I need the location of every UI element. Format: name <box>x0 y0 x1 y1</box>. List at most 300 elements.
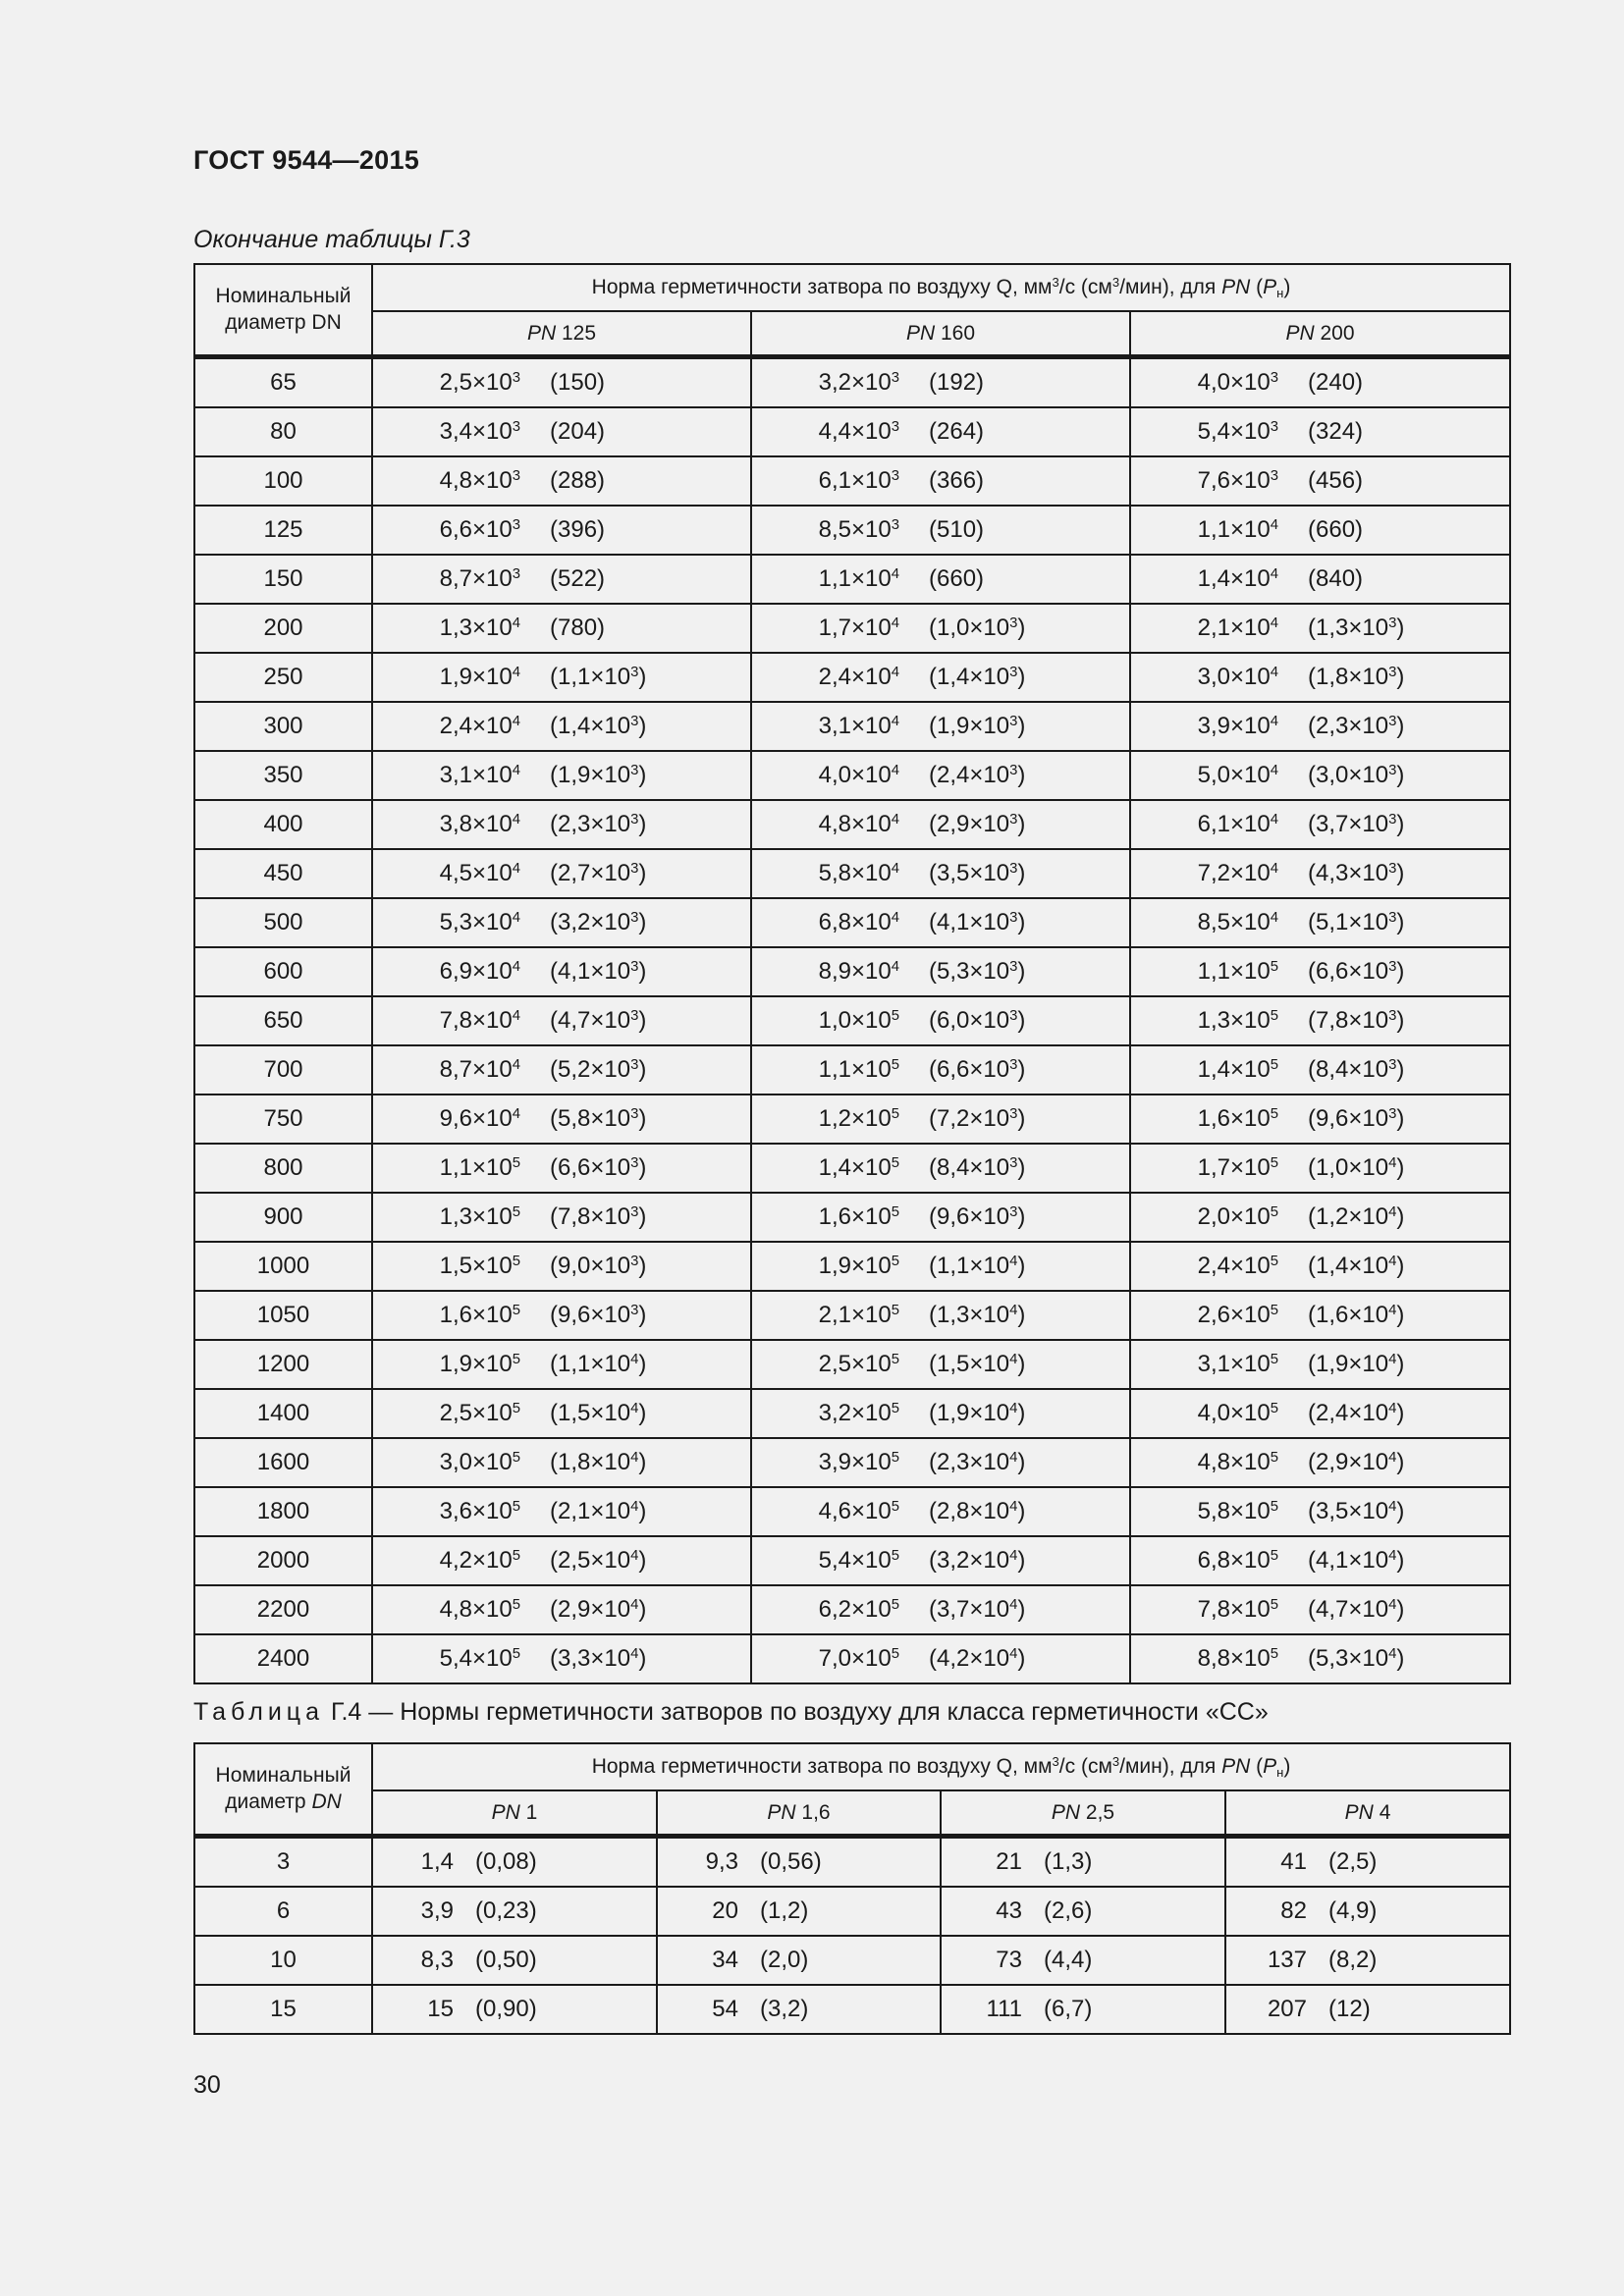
value-pair <box>752 1645 1129 1673</box>
rate-cm3-per-min <box>929 1154 1025 1182</box>
alt-rate-close: ) <box>1396 1497 1405 1524</box>
value-pair <box>1131 1056 1509 1084</box>
rate-exponent: 5 <box>512 1351 520 1367</box>
leak-rate-cell <box>372 849 751 898</box>
leak-rate-cell <box>372 898 751 947</box>
rate-exponent: 5 <box>512 1645 520 1662</box>
alt-rate-exponent: 3 <box>630 1302 639 1318</box>
value-pair <box>373 713 750 740</box>
rate-exponent: 4 <box>1270 713 1278 729</box>
alt-rate-mantissa: (366) <box>929 466 985 494</box>
rate-mantissa: 2,0×10 <box>1197 1202 1271 1230</box>
dn-cell: 1050 <box>194 1291 372 1340</box>
value-pair <box>373 1645 750 1673</box>
value-pair <box>942 1848 1224 1876</box>
rate-mm3-per-s <box>412 1449 520 1476</box>
alt-rate-mantissa: (150) <box>550 368 606 396</box>
table-row <box>194 1585 1510 1634</box>
leak-rate-cell <box>751 1242 1130 1291</box>
leak-rate-cell <box>751 604 1130 653</box>
rate-exponent: 5 <box>1270 1547 1278 1564</box>
value-pair <box>752 614 1129 642</box>
value-pair <box>942 1947 1224 1974</box>
value-pair <box>1226 1848 1509 1876</box>
rate-exponent: 4 <box>1270 614 1278 631</box>
alt-rate-close: ) <box>638 859 647 886</box>
alt-rate-close: ) <box>1017 1202 1026 1230</box>
alt-rate-exponent: 3 <box>1009 1105 1018 1122</box>
rate-mm3-per-s <box>791 664 899 691</box>
alt-rate-close: ) <box>1396 1399 1405 1426</box>
value-pair <box>752 1154 1129 1182</box>
value-pair <box>373 958 750 986</box>
value-pair <box>373 565 750 593</box>
rate-exponent: 5 <box>891 1056 899 1073</box>
value-pair <box>1131 1203 1509 1231</box>
table-row <box>194 1095 1510 1144</box>
table-row <box>194 1291 1510 1340</box>
leak-rate-cell <box>751 407 1130 456</box>
value-pair <box>373 664 750 691</box>
rate-exponent: 3 <box>891 418 899 435</box>
header-dn-line2-b: DN <box>311 1790 342 1814</box>
rate-mantissa: 6,1×10 <box>1197 810 1271 837</box>
value-pair <box>373 369 750 397</box>
value-pair <box>1131 516 1509 544</box>
rate-mantissa: 4,4×10 <box>818 417 892 445</box>
rate-exponent: 3 <box>891 516 899 533</box>
alt-rate-exponent: 4 <box>1009 1449 1018 1466</box>
table-g4-caption <box>193 1698 1269 1727</box>
rate-cm3-per-min <box>1308 1596 1404 1624</box>
alt-rate-close: ) <box>1396 1055 1405 1083</box>
value-pair <box>1131 1645 1509 1673</box>
value-pair <box>373 1105 750 1133</box>
value-pair <box>752 1400 1129 1427</box>
table-row <box>194 1536 1510 1585</box>
pn-value: 1,6 <box>795 1800 831 1824</box>
dn-cell: 1800 <box>194 1487 372 1536</box>
alt-rate-close: ) <box>1396 1104 1405 1132</box>
rate-exponent: 5 <box>891 1302 899 1318</box>
alt-rate-mantissa: (1,9×10 <box>1308 1350 1389 1377</box>
rate-cm3-per-min <box>929 1645 1025 1673</box>
rate-mantissa: 1,0×10 <box>818 1006 892 1034</box>
leak-rate-cell <box>751 898 1130 947</box>
table-row <box>194 849 1510 898</box>
value-pair <box>373 516 750 544</box>
alt-rate-mantissa: (3,0×10 <box>1308 761 1389 788</box>
rate-mm3-per-s <box>412 467 520 495</box>
rate-exponent: 4 <box>891 762 899 778</box>
rate-mantissa: 1,6×10 <box>818 1202 892 1230</box>
alt-rate-close: ) <box>1017 1546 1026 1574</box>
rate-mantissa: 8,5×10 <box>818 515 892 543</box>
rate-mantissa: 1,9×10 <box>439 1350 513 1377</box>
alt-rate-close: ) <box>1396 859 1405 886</box>
rate-mantissa: 6,6×10 <box>439 515 513 543</box>
rate-cm3-per-min <box>1308 1203 1404 1231</box>
alt-rate-close: ) <box>638 1252 647 1279</box>
rate-exponent: 5 <box>891 1154 899 1171</box>
dn-cell: 10 <box>194 1936 372 1985</box>
leak-rate-cell <box>1130 1291 1510 1340</box>
leak-rate-cell <box>1130 751 1510 800</box>
rate-exponent: 4 <box>512 713 520 729</box>
rate-mm3-per-s <box>791 565 899 593</box>
leak-rate-cell <box>751 800 1130 849</box>
rate-cm3-per-min <box>550 1400 646 1427</box>
alt-rate-close: ) <box>1017 1055 1026 1083</box>
value-pair <box>1131 860 1509 887</box>
alt-rate-close: ) <box>638 1399 647 1426</box>
alt-rate-exponent: 3 <box>1009 1154 1018 1171</box>
rate-mm3-per-s: 207 <box>1267 1995 1307 2022</box>
value-pair <box>373 1449 750 1476</box>
rate-cm3-per-min: (1,2) <box>760 1896 809 1924</box>
rate-cm3-per-min <box>1308 1007 1404 1035</box>
rate-exponent: 5 <box>512 1498 520 1515</box>
rate-cm3-per-min <box>1308 614 1404 642</box>
alt-rate-mantissa: (522) <box>550 564 606 592</box>
alt-rate-mantissa: (1,5×10 <box>550 1399 631 1426</box>
pn-column-header <box>941 1790 1225 1836</box>
rate-mm3-per-s <box>791 1056 899 1084</box>
rate-cm3-per-min <box>1308 1645 1404 1673</box>
rate-mm3-per-s <box>412 369 520 397</box>
rate-mantissa: 1,3×10 <box>1197 1006 1271 1034</box>
value-pair <box>752 762 1129 789</box>
rate-mm3-per-s: 8,3 <box>420 1946 454 1973</box>
rate-mantissa: 5,8×10 <box>1197 1497 1271 1524</box>
rate-mantissa: 4,5×10 <box>439 859 513 886</box>
rate-mm3-per-s <box>1170 1105 1278 1133</box>
rate-mm3-per-s <box>1170 1154 1278 1182</box>
rate-exponent: 5 <box>1270 1154 1278 1171</box>
rate-cm3-per-min <box>929 1007 1025 1035</box>
rate-mantissa: 1,9×10 <box>818 1252 892 1279</box>
rate-exponent: 5 <box>1270 1203 1278 1220</box>
rate-mantissa: 7,2×10 <box>1197 859 1271 886</box>
alt-rate-mantissa: (1,4×10 <box>929 663 1010 690</box>
alt-rate-exponent: 3 <box>630 958 639 975</box>
rate-mm3-per-s <box>1170 713 1278 740</box>
leak-rate-cell <box>941 1985 1225 2034</box>
rate-mantissa: 1,6×10 <box>439 1301 513 1328</box>
dn-cell: 2400 <box>194 1634 372 1683</box>
rate-mantissa: 5,4×10 <box>439 1644 513 1672</box>
rate-cm3-per-min <box>1308 1105 1404 1133</box>
alt-rate-exponent: 4 <box>1009 1351 1018 1367</box>
header-dn <box>194 264 372 356</box>
rate-exponent: 5 <box>891 1253 899 1269</box>
rate-mantissa: 3,2×10 <box>818 368 892 396</box>
alt-rate-close: ) <box>638 957 647 985</box>
rate-mantissa: 6,1×10 <box>818 466 892 494</box>
pn-column-header <box>1225 1790 1510 1836</box>
rate-exponent: 5 <box>1270 1596 1278 1613</box>
rate-cm3-per-min <box>1308 958 1404 986</box>
rate-cm3-per-min <box>1308 1253 1404 1280</box>
value-pair <box>658 1848 940 1876</box>
alt-rate-close: ) <box>1396 1350 1405 1377</box>
alt-rate-exponent: 4 <box>630 1449 639 1466</box>
leak-rate-cell <box>372 1045 751 1095</box>
dn-cell: 900 <box>194 1193 372 1242</box>
rate-mantissa: 1,9×10 <box>439 663 513 690</box>
alt-rate-close: ) <box>1017 810 1026 837</box>
value-pair <box>752 1351 1129 1378</box>
alt-rate-exponent: 3 <box>630 762 639 778</box>
rate-mantissa: 8,7×10 <box>439 1055 513 1083</box>
alt-rate-mantissa: (6,0×10 <box>929 1006 1010 1034</box>
alt-rate-mantissa: (1,4×10 <box>550 712 631 739</box>
rate-mm3-per-s <box>412 1253 520 1280</box>
dn-cell: 800 <box>194 1144 372 1193</box>
table-row <box>194 1389 1510 1438</box>
rate-cm3-per-min <box>929 614 1025 642</box>
alt-rate-close: ) <box>638 1595 647 1623</box>
rate-mm3-per-s <box>1170 1547 1278 1575</box>
rate-mm3-per-s <box>412 614 520 642</box>
alt-rate-mantissa: (4,2×10 <box>929 1644 1010 1672</box>
alt-rate-mantissa: (396) <box>550 515 606 543</box>
value-pair <box>1131 1547 1509 1575</box>
alt-rate-close: ) <box>1396 1202 1405 1230</box>
rate-exponent: 5 <box>891 1547 899 1564</box>
rate-mm3-per-s <box>1170 958 1278 986</box>
alt-rate-close: ) <box>638 1644 647 1672</box>
rate-mm3-per-s <box>1170 1596 1278 1624</box>
rate-mantissa: 1,6×10 <box>1197 1104 1271 1132</box>
leak-rate-cell <box>372 1634 751 1683</box>
rate-cm3-per-min <box>1308 1154 1404 1182</box>
alt-rate-mantissa: (5,2×10 <box>550 1055 631 1083</box>
rate-mm3-per-s <box>1170 467 1278 495</box>
rate-cm3-per-min <box>550 811 646 838</box>
rate-cm3-per-min <box>929 1056 1025 1084</box>
alt-rate-exponent: 3 <box>1388 958 1397 975</box>
rate-mantissa: 4,0×10 <box>1197 1399 1271 1426</box>
leak-rate-cell <box>751 555 1130 604</box>
alt-rate-mantissa: (1,2×10 <box>1308 1202 1389 1230</box>
rate-exponent: 5 <box>891 1351 899 1367</box>
alt-rate-close: ) <box>638 712 647 739</box>
rate-exponent: 5 <box>512 1154 520 1171</box>
alt-rate-mantissa: (1,5×10 <box>929 1350 1010 1377</box>
alt-rate-exponent: 3 <box>1009 1007 1018 1024</box>
alt-rate-close: ) <box>1017 1350 1026 1377</box>
rate-mm3-per-s <box>791 516 899 544</box>
value-pair <box>373 1007 750 1035</box>
rate-cm3-per-min <box>929 418 984 446</box>
alt-rate-mantissa: (660) <box>1308 515 1364 543</box>
rate-exponent: 3 <box>512 565 520 582</box>
alt-rate-exponent: 4 <box>1388 1203 1397 1220</box>
pn-label: PN <box>491 1800 520 1824</box>
rate-mantissa: 3,0×10 <box>1197 663 1271 690</box>
alt-rate-mantissa: (1,1×10 <box>929 1252 1010 1279</box>
rate-mantissa: 5,4×10 <box>818 1546 892 1574</box>
rate-exponent: 5 <box>891 1105 899 1122</box>
value-pair <box>752 418 1129 446</box>
value-pair <box>752 664 1129 691</box>
rate-exponent: 5 <box>891 1449 899 1466</box>
rate-cm3-per-min <box>1308 467 1363 495</box>
dn-cell: 1400 <box>194 1389 372 1438</box>
rate-mm3-per-s <box>791 1449 899 1476</box>
alt-rate-exponent: 4 <box>1388 1449 1397 1466</box>
alt-rate-close: ) <box>1396 810 1405 837</box>
dn-cell: 200 <box>194 604 372 653</box>
rate-cm3-per-min <box>550 860 646 887</box>
leak-rate-cell <box>1130 1438 1510 1487</box>
alt-rate-mantissa: (204) <box>550 417 606 445</box>
alt-rate-mantissa: (8,4×10 <box>929 1153 1010 1181</box>
alt-rate-exponent: 4 <box>1009 1253 1018 1269</box>
rate-cm3-per-min: (2,6) <box>1044 1896 1093 1924</box>
leak-rate-cell <box>751 1585 1130 1634</box>
pn-column-header <box>657 1790 941 1836</box>
leak-rate-cell <box>372 1242 751 1291</box>
rate-mm3-per-s <box>412 1596 520 1624</box>
alt-rate-mantissa: (4,1×10 <box>1308 1546 1389 1574</box>
alt-rate-close: ) <box>1396 1301 1405 1328</box>
value-pair <box>1131 614 1509 642</box>
alt-rate-exponent: 3 <box>630 909 639 926</box>
pn-value: 160 <box>935 321 976 345</box>
leak-rate-cell <box>1130 1389 1510 1438</box>
alt-rate-exponent: 3 <box>630 664 639 680</box>
rate-cm3-per-min: (1,3) <box>1044 1847 1093 1875</box>
alt-rate-close: ) <box>638 1497 647 1524</box>
alt-rate-mantissa: (1,9×10 <box>929 1399 1010 1426</box>
leak-rate-cell <box>751 1340 1130 1389</box>
leak-rate-cell <box>372 1836 657 1887</box>
dn-cell: 1600 <box>194 1438 372 1487</box>
rate-cm3-per-min <box>1308 909 1404 936</box>
value-pair <box>658 1996 940 2023</box>
value-pair <box>752 1056 1129 1084</box>
rate-cm3-per-min <box>1308 713 1404 740</box>
rate-mm3-per-s <box>791 860 899 887</box>
alt-rate-exponent: 3 <box>630 860 639 877</box>
pn-label: PN <box>1344 1800 1374 1824</box>
rate-mm3-per-s <box>412 1154 520 1182</box>
value-pair <box>1131 664 1509 691</box>
rate-mm3-per-s <box>412 811 520 838</box>
table-row <box>194 1144 1510 1193</box>
alt-rate-close: ) <box>1017 1104 1026 1132</box>
rate-cm3-per-min <box>929 1105 1025 1133</box>
alt-rate-close: ) <box>638 663 647 690</box>
rate-exponent: 3 <box>512 418 520 435</box>
alt-rate-mantissa: (5,3×10 <box>1308 1644 1389 1672</box>
alt-rate-mantissa: (264) <box>929 417 985 445</box>
norm-close: ) <box>1283 1755 1291 1779</box>
alt-rate-mantissa: (3,7×10 <box>1308 810 1389 837</box>
rate-exponent: 4 <box>512 811 520 828</box>
rate-mm3-per-s: 41 <box>1280 1847 1307 1875</box>
rate-mantissa: 8,5×10 <box>1197 908 1271 935</box>
rate-exponent: 5 <box>512 1253 520 1269</box>
dn-cell: 700 <box>194 1045 372 1095</box>
rate-mantissa: 6,2×10 <box>818 1595 892 1623</box>
rate-mm3-per-s: 1,4 <box>420 1847 454 1875</box>
alt-rate-close: ) <box>1396 712 1405 739</box>
rate-mm3-per-s <box>412 565 520 593</box>
rate-mm3-per-s: 21 <box>996 1847 1022 1875</box>
alt-rate-close: ) <box>1017 1644 1026 1672</box>
norm-sup2: 3 <box>1111 1754 1120 1770</box>
rate-cm3-per-min <box>550 1203 646 1231</box>
leak-rate-cell <box>1130 947 1510 996</box>
alt-rate-mantissa: (3,2×10 <box>929 1546 1010 1574</box>
alt-rate-mantissa: (1,8×10 <box>550 1448 631 1475</box>
alt-rate-exponent: 4 <box>1388 1351 1397 1367</box>
rate-mm3-per-s <box>791 1253 899 1280</box>
rate-mm3-per-s <box>1170 1007 1278 1035</box>
rate-cm3-per-min: (0,90) <box>475 1995 537 2022</box>
rate-exponent: 5 <box>1270 1498 1278 1515</box>
leak-rate-cell <box>1130 1144 1510 1193</box>
rate-mm3-per-s <box>412 418 520 446</box>
rate-exponent: 3 <box>1270 467 1278 484</box>
rate-mm3-per-s <box>791 1105 899 1133</box>
alt-rate-mantissa: (1,8×10 <box>1308 663 1389 690</box>
alt-rate-mantissa: (1,6×10 <box>1308 1301 1389 1328</box>
alt-rate-exponent: 3 <box>1009 958 1018 975</box>
alt-rate-exponent: 4 <box>1388 1498 1397 1515</box>
rate-cm3-per-min <box>929 1547 1025 1575</box>
leak-rate-cell <box>1130 356 1510 407</box>
rate-mm3-per-s <box>1170 860 1278 887</box>
rate-exponent: 5 <box>512 1203 520 1220</box>
table-row <box>194 356 1510 407</box>
alt-rate-exponent: 4 <box>630 1645 639 1662</box>
alt-rate-mantissa: (840) <box>1308 564 1364 592</box>
rate-exponent: 4 <box>512 664 520 680</box>
table-row <box>194 407 1510 456</box>
leak-rate-cell <box>751 1144 1130 1193</box>
alt-rate-mantissa: (4,1×10 <box>929 908 1010 935</box>
rate-mantissa: 9,6×10 <box>439 1104 513 1132</box>
leak-rate-cell <box>751 653 1130 702</box>
rate-cm3-per-min <box>550 1302 646 1329</box>
value-pair <box>752 1449 1129 1476</box>
rate-exponent: 3 <box>1270 369 1278 386</box>
rate-mantissa: 2,1×10 <box>818 1301 892 1328</box>
alt-rate-exponent: 3 <box>630 1203 639 1220</box>
rate-cm3-per-min: (3,2) <box>760 1995 809 2022</box>
rate-mantissa: 1,4×10 <box>818 1153 892 1181</box>
alt-rate-exponent: 3 <box>630 1154 639 1171</box>
alt-rate-mantissa: (3,3×10 <box>550 1644 631 1672</box>
alt-rate-exponent: 3 <box>630 1007 639 1024</box>
rate-cm3-per-min: (6,7) <box>1044 1995 1093 2022</box>
dn-cell: 125 <box>194 506 372 555</box>
dn-cell: 500 <box>194 898 372 947</box>
rate-exponent: 5 <box>1270 1400 1278 1416</box>
rate-mm3-per-s: 137 <box>1267 1946 1307 1973</box>
leak-rate-cell <box>372 1936 657 1985</box>
rate-exponent: 4 <box>891 713 899 729</box>
alt-rate-close: ) <box>1017 1595 1026 1623</box>
rate-mantissa: 4,8×10 <box>439 466 513 494</box>
page-number: 30 <box>193 2071 221 2099</box>
value-pair <box>1131 1400 1509 1427</box>
leak-rate-cell <box>372 1487 751 1536</box>
